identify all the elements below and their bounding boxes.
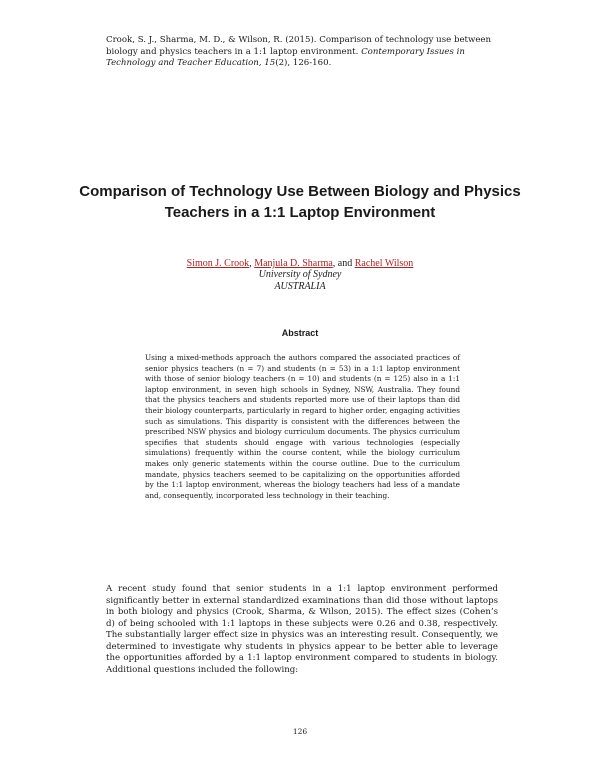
affiliation-country: AUSTRALIA: [274, 280, 326, 292]
abstract-text: Using a mixed-methods approach the authors compared the associated practices of senior physics teachers (n = 7) and students (n = 53) in a 1:1 laptop environment with those of senior biology teachers (n = 10) and students (n = 125) also in a 1:1 laptop environment, in seven high schools in Sydney, NSW, Australia. They found that the physics teachers and students reported more use of their laptops than did their biology counterparts, particularly in regard to higher order, engaging activities such as simulations. This disparity is consistent with the differences between the prescribed NSW physics and biology curriculum documents. The physics curriculum specifies that students should engage with various technologies (especially simulations) frequently within the course content, while the biology curriculum makes only generic statements within the course outline. Due to the curriculum mandate, physics teachers seemed to be capitalizing on the opportunities afforded by the 1:1 laptop environment, whereas the biology teachers had less of a mandate and, consequently, incorporated less technology in their teaching.: [145, 353, 460, 500]
citation-issue-pages: (2), 126-160.: [275, 58, 332, 68]
author-link-wilson[interactable]: Rachel Wilson: [354, 258, 414, 269]
author-separator: ,: [249, 258, 255, 269]
page-number: 126: [292, 727, 308, 736]
citation-header: [106, 35, 506, 70]
affiliation-university: University of Sydney: [258, 269, 342, 280]
author-link-crook[interactable]: Simon J. Crook: [186, 258, 250, 269]
citation-text: Crook, S. J., Sharma, M. D., & Wilson, R. (2015). Comparison of technology use between biology and physics teachers in a 1:1 laptop environment.: [106, 35, 492, 57]
body-paragraph: A recent study found that senior students in a 1:1 laptop environment performed significantly better in external standardized examinations than did those without laptops in both biology and physics (Crook, Sharma, & Wilson, 2015). The effect sizes (Cohen’s d) of being schooled with 1:1 laptops in these subjects were 0.26 and 0.38, respectively. The substantially larger effect size in physics was an interesting result. Consequently, we determined to investigate why students in physics appear to be better able to leverage the opportunities afforded by a 1:1 laptop environment compared to students in biology. Additional questions included the following:: [106, 584, 498, 675]
author-link-sharma[interactable]: Manjula D. Sharma: [254, 258, 333, 269]
paper-title: Comparison of Technology Use Between Biology and Physics Teachers in a 1:1 Laptop Environment: [79, 183, 521, 221]
citation-journal: Contemporary Issues in Technology and Teacher Education, 15: [106, 46, 465, 68]
affiliation: [100, 269, 500, 292]
abstract-heading: Abstract: [281, 328, 319, 338]
author-separator: , and: [332, 258, 355, 269]
